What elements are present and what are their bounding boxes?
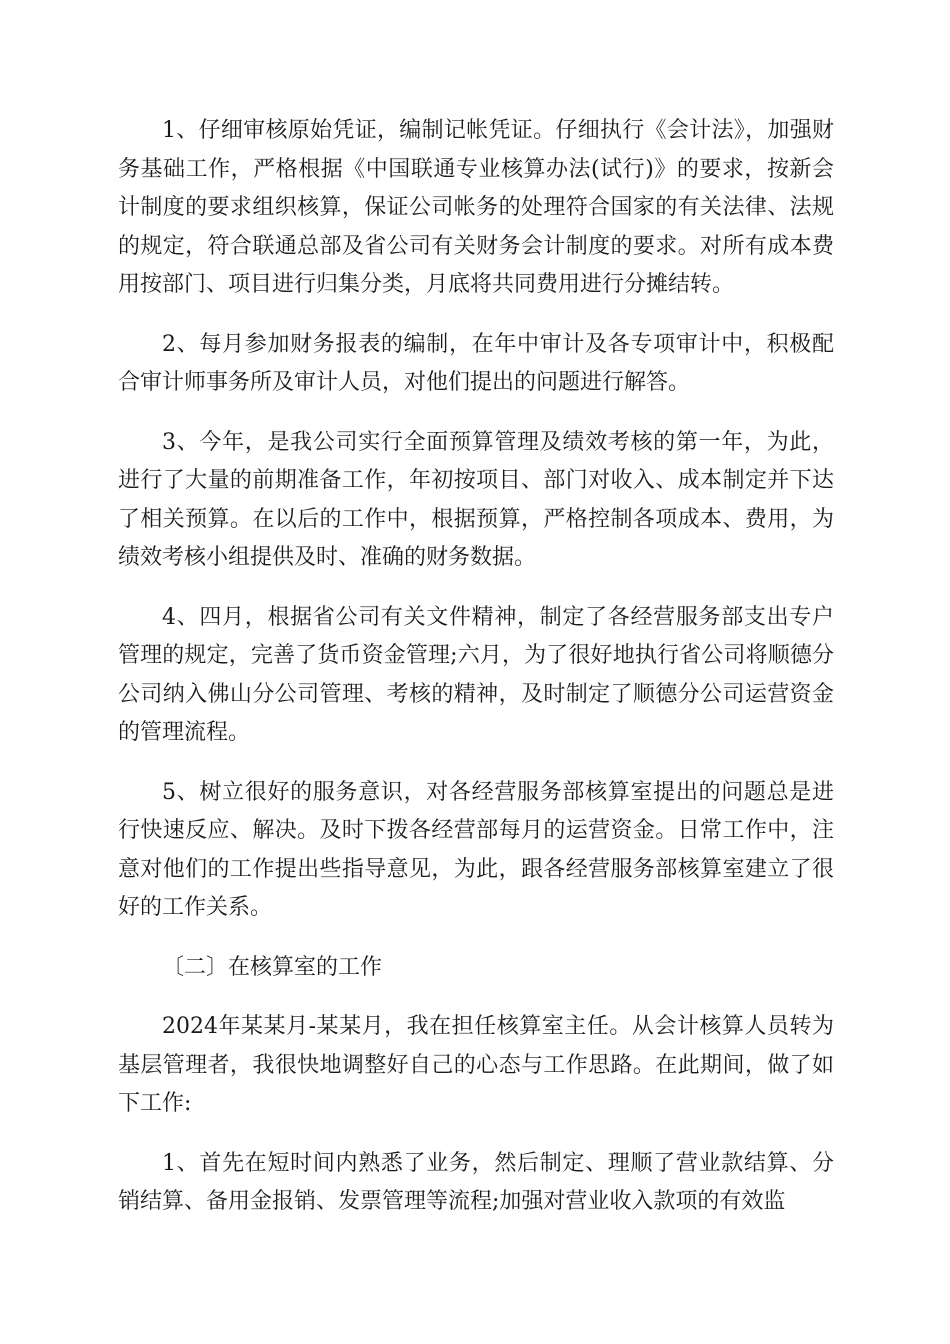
section-heading: 〔二〕在核算室的工作: [162, 954, 383, 980]
paragraph-5: 5、树立很好的服务意识，对各经营服务部核算室提出的问题总是进行快速反应、解决。及时下拨各经营部每月的运营资金。日常工作中，注意对他们的工作提出些指导意见，为此，跟各经营服务部核算室建立了很好的工作关系。: [118, 779, 834, 920]
paragraph-4: 4、四月，根据省公司有关文件精神，制定了各经营服务部支出专户管理的规定，完善了货币资金管理;六月，为了很好地执行省公司将顺德分公司纳入佛山分公司管理、考核的精神，及时制定了顺德分公司运营资金的管理流程。: [118, 604, 834, 745]
document-body: [118, 112, 834, 1243]
paragraph-7: 1、首先在短时间内熟悉了业务，然后制定、理顺了营业款结算、分销结算、备用金报销、发票管理等流程;加强对营业收入款项的有效监: [118, 1150, 834, 1214]
paragraph-2: 2、每月参加财务报表的编制，在年中审计及各专项审计中，积极配合审计师事务所及审计人员，对他们提出的问题进行解答。: [118, 331, 834, 395]
paragraph-3: 3、今年，是我公司实行全面预算管理及绩效考核的第一年，为此，进行了大量的前期准备工作，年初按项目、部门对收入、成本制定并下达了相关预算。在以后的工作中，根据预算，严格控制各项成本、费用，为绩效考核小组提供及时、准确的财务数据。: [118, 429, 834, 570]
paragraph-6: 2024年某某月-某某月，我在担任核算室主任。从会计核算人员转为基层管理者，我很快地调整好自己的心态与工作思路。在此期间，做了如下工作:: [118, 1014, 834, 1116]
paragraph-1: 1、仔细审核原始凭证，编制记帐凭证。仔细执行《会计法》，加强财务基础工作，严格根据《中国联通专业核算办法(试行)》的要求，按新会计制度的要求组织核算，保证公司帐务的处理符合国家的有关法律、法规的规定，符合联通总部及省公司有关财务会计制度的要求。对所有成本费用按部门、项目进行归集分类，月底将共同费用进行分摊结转。: [118, 118, 834, 297]
